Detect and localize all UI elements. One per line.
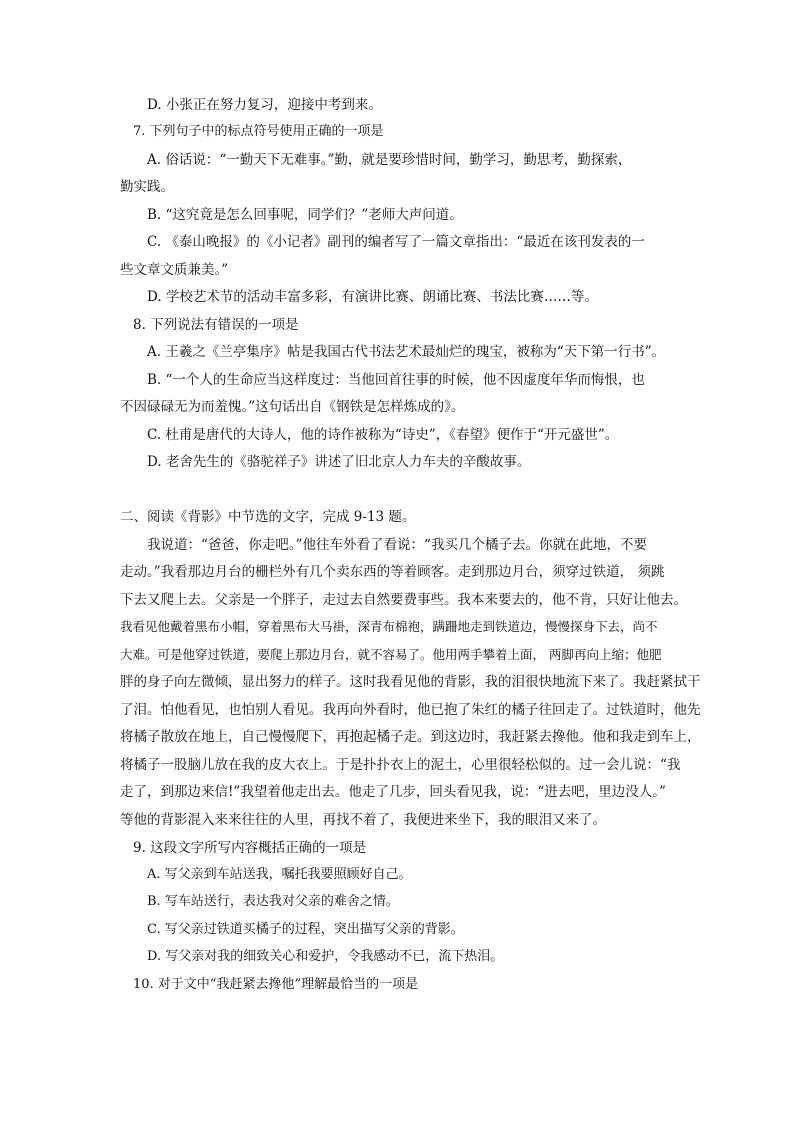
q8-option-b-line2: 不因碌碌无为而羞愧。”这句话出自《钢铁是怎样炼成的》。 xyxy=(120,399,465,415)
q9-stem: 9. 这段文字所写内容概括正确的一项是 xyxy=(133,840,367,856)
q7-option-c-line1: C. 《泰山晚报》的《小记者》副刊的编者写了一篇文章指出：“最近在该刊发表的一 xyxy=(147,234,645,250)
q7-option-a-line1: A. 俗话说：“一勤天下无难事。”勤，就是要珍惜时间，勤学习，勤思考，勤探索， xyxy=(147,152,632,168)
q7-option-b: B. “这究竟是怎么回事呢，同学们？”老师大声问道。 xyxy=(147,207,463,223)
q8-option-c: C. 杜甫是唐代的大诗人，他的诗作被称为“诗史”，《春望》便作于“开元盛世”。 xyxy=(147,427,619,443)
q7-option-c-line2: 些文章文质兼美。” xyxy=(120,262,229,278)
section-heading: 二、阅读《背影》中节选的文字，完成 9-13 题。 xyxy=(120,509,416,525)
passage-line: 等他的背影混入来来往往的人里，再找不着了，我便进来坐下，我的眼泪又来了。 xyxy=(120,812,606,828)
q9-option-a: A. 写父亲到车站送我，嘱托我要照顾好自己。 xyxy=(147,867,412,882)
passage-line: 我说道：“爸爸，你走吧。”他往车外看了看说：“我买几个橘子去。你就在此地，不要 xyxy=(147,537,647,553)
passage-line: 将橘子散放在地上，自己慢慢爬下，再抱起橘子走。到这边时，我赶紧去搀他。他和我走到车上， xyxy=(120,729,701,745)
q8-option-a: A. 王羲之《兰亭集序》帖是我国古代书法艺术最灿烂的瑰宝，被称为“天下第一行书”。 xyxy=(147,344,666,360)
q8-stem: 8. 下列说法有错误的一项是 xyxy=(133,317,299,333)
passage-line: 胖的身子向左微倾，显出努力的样子。这时我看见他的背影，我的泪很快地流下来了。我赶紧拭干 xyxy=(120,674,701,690)
q8-option-b-line1: B. “一个人的生命应当这样度过：当他回首往事的时候，他不因虚度年华而悔恨，也 xyxy=(147,372,645,388)
q8-option-d: D. 老舍先生的《骆驼祥子》讲述了旧北京人力车夫的辛酸故事。 xyxy=(147,454,531,470)
passage-line: 走了，到那边来信!”我望着他走出去。他走了几步，回头看见我，说：“进去吧，里边没人。” xyxy=(120,784,666,800)
q9-option-d: D. 写父亲对我的细致关心和爱护，令我感动不已，流下热泪。 xyxy=(147,949,504,964)
passage-line: 走动。”我看那边月台的栅栏外有几个卖东西的等着顾客。走到那边月台，须穿过铁道， 须跳 xyxy=(120,564,665,580)
q7-option-d: D. 学校艺术节的活动丰富多彩，有演讲比赛、朗诵比赛、书法比赛……等。 xyxy=(147,289,598,305)
passage-line: 了泪。怕他看见，也怕别人看见。我再向外看时，他已抱了朱红的橘子往回走了。过铁道时，他先 xyxy=(120,702,701,718)
passage-line: 下去又爬上去。父亲是一个胖子，走过去自然要费事些。我本来要去的，他不肯，只好让他去。 xyxy=(120,592,687,608)
q7-stem: 7. 下列句子中的标点符号使用正确的一项是 xyxy=(133,124,384,139)
q9-option-c: C. 写父亲过铁道买橘子的过程，突出描写父亲的背影。 xyxy=(147,922,464,937)
passage-line: 我看见他戴着黑布小帽，穿着黑布大马褂，深青布棉袍，蹒跚地走到铁道边，慢慢探身下去，尚不 xyxy=(120,619,658,634)
q10-stem: 10. 对于文中“我赶紧去搀他”理解最恰当的一项是 xyxy=(133,977,419,992)
passage-line: 将橘子一股脑儿放在我的皮大衣上。于是扑扑衣上的泥土，心里很轻松似的。过一会儿说：“我 xyxy=(120,757,681,773)
q7-option-a-line2: 勤实践。 xyxy=(120,179,174,195)
q9-option-b: B. 写车站送行，表达我对父亲的难舍之情。 xyxy=(147,894,399,909)
passage-line: 大难。可是他穿过铁道，要爬上那边月台，就不容易了。他用两手攀着上面， 两脚再向上缩；他肥 xyxy=(120,647,662,662)
q6-option-d: D. 小张正在努力复习，迎接中考到来。 xyxy=(147,97,382,113)
